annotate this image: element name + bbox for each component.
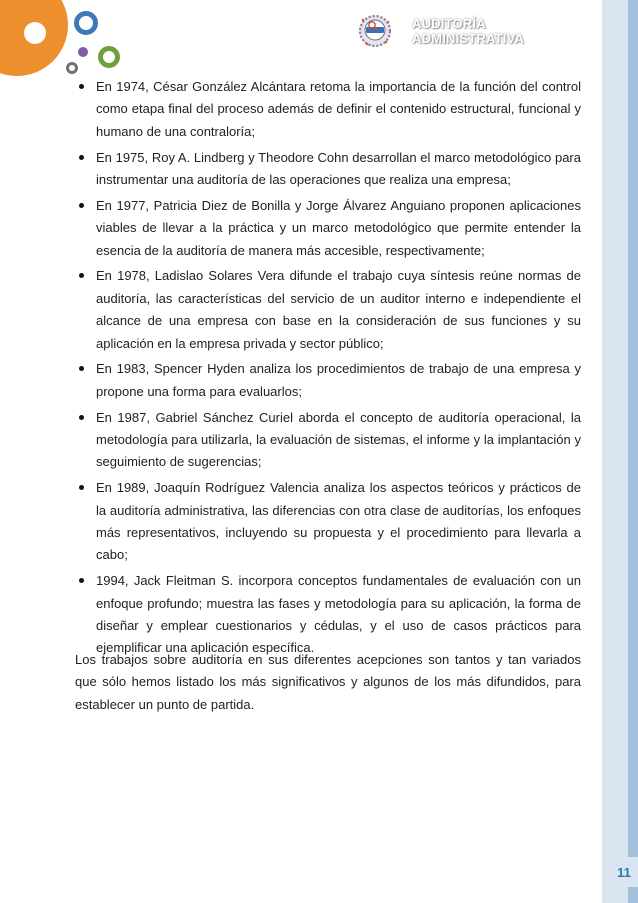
side-bar-edge <box>628 0 638 903</box>
header-title: AUDITORÍA ADMINISTRATIVA <box>412 16 525 46</box>
list-item-text: 1994, Jack Fleitman S. incorpora conceptos fundamentales de evaluación con un enfoque profundo; muestra las fases y metodología para su aplicación, la forma de diseñar y emplear cuestionarios y cédulas, y el uso de casos prácticos para ejemplificar una aplicación específica. <box>96 573 581 656</box>
bullet-icon <box>79 203 84 208</box>
decorative-blue-ring <box>74 11 98 35</box>
list-item <box>75 265 581 355</box>
decorative-gray-ring <box>66 62 78 74</box>
magnifier-seal-icon <box>355 11 395 51</box>
bullet-icon <box>79 415 84 420</box>
list-item-text: En 1978, Ladislao Solares Vera difunde el trabajo cuya síntesis reúne normas de auditoría, las características del servicio de un auditor interno e independiente el alcance de una empresa con base en la consideración de sus funciones y su aplicación en la empresa privada y sector público; <box>96 268 581 351</box>
bullet-icon <box>79 578 84 583</box>
page-number-box <box>608 857 638 887</box>
list-item-text: En 1974, César González Alcántara retoma la importancia de la función del control como etapa final del proceso además de definir el contenido estructural, funcional y humano de una contraloría; <box>96 79 581 139</box>
list-item-text: En 1983, Spencer Hyden analiza los procedimientos de trabajo de una empresa y propone una forma para evaluarlos; <box>96 361 581 399</box>
decorative-purple-dot <box>78 47 88 57</box>
list-item <box>75 147 581 192</box>
list-item <box>75 195 581 262</box>
page-number: 11 <box>617 864 631 880</box>
bullet-icon <box>79 84 84 89</box>
bullet-icon <box>79 273 84 278</box>
decorative-green-ring <box>98 46 120 68</box>
history-bullet-list <box>75 76 581 663</box>
list-item <box>75 358 581 403</box>
list-item-text: En 1975, Roy A. Lindberg y Theodore Cohn desarrollan el marco metodológico para instrumentar una auditoría de las operaciones que realiza una empresa; <box>96 149 581 188</box>
bullet-icon <box>79 485 84 490</box>
list-item <box>75 477 581 567</box>
list-item <box>75 407 581 474</box>
decorative-orange-circle-center <box>24 22 46 44</box>
list-item <box>75 570 581 660</box>
list-item-text: En 1977, Patricia Diez de Bonilla y Jorge Álvarez Anguiano proponen aplicaciones viables de llevar a la práctica y un marco metodológico que permite entender la esencia de la auditoría de manera más accesible, respectivamente; <box>96 197 581 258</box>
list-item-text: En 1989, Joaquín Rodríguez Valencia analiza los aspectos teóricos y prácticos de la auditoría administrativa, las diferencias con otra clase de auditorías, los enfoques más representativos, incluyendo su propuesta y el procedimiento para llevarla a cabo; <box>96 480 581 563</box>
list-item <box>75 76 581 143</box>
bullet-icon <box>79 155 84 160</box>
bullet-icon <box>79 366 84 371</box>
list-item-text: En 1987, Gabriel Sánchez Curiel aborda el concepto de auditoría operacional, la metodología para utilizarla, la evaluación de sistemas, el informe y la implantación y seguimiento de sugerencias; <box>96 409 581 470</box>
closing-paragraph: Los trabajos sobre auditoría en sus diferentes acepciones son tantos y tan variados que sólo hemos listado los más significativos y algunos de los más difundidos, para establecer un punto de partida. <box>75 652 581 712</box>
